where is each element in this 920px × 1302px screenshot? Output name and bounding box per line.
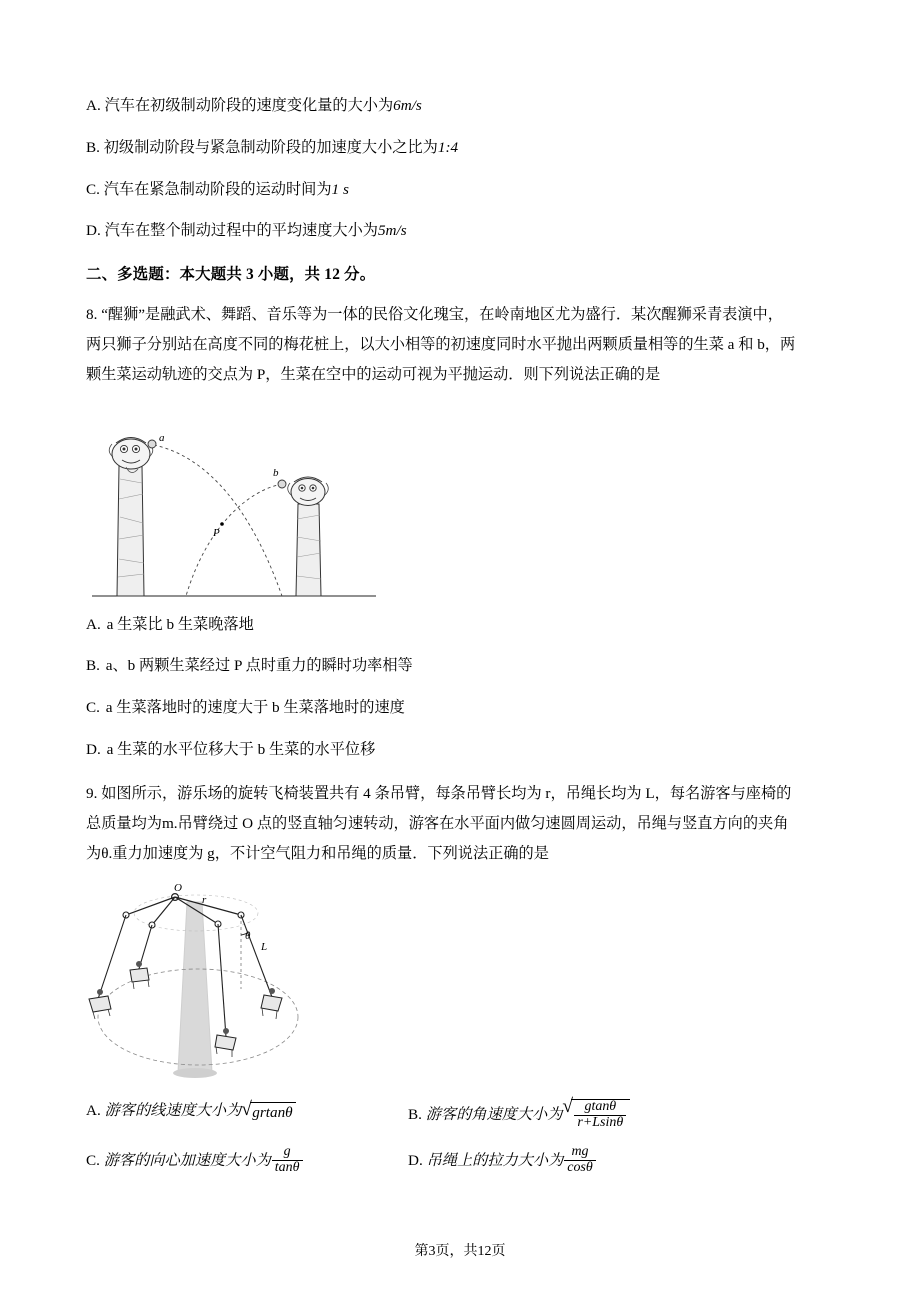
q9-option-c-text: 游客的向心加速度大小为 <box>103 1151 271 1169</box>
q7-option-c <box>86 179 834 202</box>
q9-option-a-text: 游客的线速度大小为 <box>104 1102 242 1120</box>
q7-option-c-label: C. <box>86 180 100 198</box>
q9-option-d-label: D. <box>408 1151 423 1169</box>
q9-option-d-formula: $\frac{mg}{\cos\theta}$ <box>564 1145 595 1176</box>
q9-stem-text-1: 如图所示，游乐场的旋转飞椅装置共有 4 条吊臂，每条吊臂长均为 r，吊绳长均为 L，每名游客与座椅的 <box>101 784 792 802</box>
q7-option-c-text: 汽车在紧急制动阶段的运动时间为 <box>103 180 332 198</box>
q7-option-d-text: 汽车在整个制动过程中的平均速度大小为 <box>104 222 378 240</box>
q9-stem-line-2: 总质量均为m.吊臂绕过 O 点的竖直轴匀速转动，游客在水平面内做匀速圆周运动，吊绳与竖直方向的夹角 <box>86 814 789 832</box>
q8-stem-text-1: “醒狮”是融武术、舞蹈、音乐等为一体的民俗文化瑰宝，在岭南地区尤为盛行．某次醒狮采青表演中， <box>101 306 783 324</box>
page-footer: 第3页，共12页 <box>414 1244 506 1259</box>
q9-option-a-label: A. <box>86 1102 101 1120</box>
svg-text:O: O <box>174 882 182 895</box>
q9-option-c <box>86 1143 408 1177</box>
q9-option-b-formula: √ $\frac{gtan\theta}{r+Lsin\theta}$ <box>562 1099 630 1132</box>
q9-options-row-1 <box>86 1099 834 1132</box>
q7-option-a-math: 6m/s <box>393 97 422 114</box>
svg-text:b: b <box>273 466 279 479</box>
q9-stem-line-1 <box>86 781 834 807</box>
q7-option-b-math: 1:4 <box>437 138 459 156</box>
q9-option-d-text: 吊绳上的拉力大小为 <box>426 1151 564 1169</box>
section-heading-multiple-choice: 二、多选题：本大题共 3 小题，共 12 分。 <box>86 266 376 284</box>
q9-stem <box>86 781 834 867</box>
q9-figure <box>86 877 834 1089</box>
q9-option-c-label: C. <box>86 1151 100 1169</box>
q8-option-c-label: C. <box>86 699 100 717</box>
q7-option-d-math: 5m/s <box>377 222 407 240</box>
q9-option-b-label: B. <box>408 1106 422 1124</box>
q7-option-a <box>86 95 834 118</box>
lion-dance-projectile-diagram <box>86 399 406 604</box>
q7-option-d-label: D. <box>86 222 101 240</box>
q8-option-b <box>86 655 834 678</box>
q8-option-b-text: a、b 两颗生菜经过 P 点时重力的瞬时功率相等 <box>105 657 413 675</box>
q8-option-d-label: D. <box>86 741 101 758</box>
q8-option-c <box>86 697 834 720</box>
svg-text:P: P <box>213 526 220 539</box>
rotating-swing-ride-diagram <box>86 877 386 1089</box>
q9-option-a <box>86 1099 408 1122</box>
q8-option-a-text: a 生菜比 b 生菜晚落地 <box>106 615 254 633</box>
q9-option-d <box>408 1143 597 1177</box>
q9-option-b <box>408 1099 630 1132</box>
q8-option-b-label: B. <box>86 657 100 675</box>
svg-text:r: r <box>202 894 207 907</box>
q8-stem-line-1 <box>86 302 834 328</box>
q8-stem-line-2: 两只狮子分别站在高度不同的梅花桩上，以大小相等的初速度同时水平抛出两颗质量相等的生菜 a 和 b，两 <box>86 336 796 354</box>
q9-stem-line-3: 为θ.重力加速度为 g，不计空气阻力和吊绳的质量．下列说法正确的是 <box>86 845 549 863</box>
q8-option-a-label: A. <box>86 615 101 633</box>
q7-option-a-label: A. <box>86 97 101 114</box>
svg-text:a: a <box>159 431 165 444</box>
q9-option-a-formula: √ grtanθ <box>241 1102 295 1122</box>
q8-option-a <box>86 614 834 637</box>
q8-figure <box>86 399 834 604</box>
q7-option-c-math: 1 s <box>331 180 349 198</box>
q7-option-b-text: 初级制动阶段与紧急制动阶段的加速度大小之比为 <box>103 138 438 156</box>
q7-option-a-text: 汽车在初级制动阶段的速度变化量的大小为 <box>104 97 394 114</box>
svg-text:θ: θ <box>245 930 251 943</box>
q7-option-b-label: B. <box>86 138 100 156</box>
svg-text:L: L <box>261 941 268 954</box>
q8-option-d-text: a 生菜的水平位移大于 b 生菜的水平位移 <box>106 741 376 758</box>
q9-options-row-2 <box>86 1143 834 1177</box>
q9-option-c-formula: $\frac{g}{\tan\theta}$ <box>272 1145 303 1176</box>
q8-stem <box>86 302 834 388</box>
q8-option-d <box>86 739 834 762</box>
q8-stem-line-3: 颗生菜运动轨迹的交点为 P，生菜在空中的运动可视为平抛运动．则下列说法正确的是 <box>86 366 661 384</box>
q8-option-c-text: a 生菜落地时的速度大于 b 生菜落地时的速度 <box>105 699 405 717</box>
q8-number: 8. <box>86 306 98 324</box>
q7-option-d <box>86 220 834 243</box>
q9-number: 9. <box>86 784 98 802</box>
q7-option-b <box>86 137 834 160</box>
q9-option-b-text: 游客的角速度大小为 <box>425 1106 563 1124</box>
